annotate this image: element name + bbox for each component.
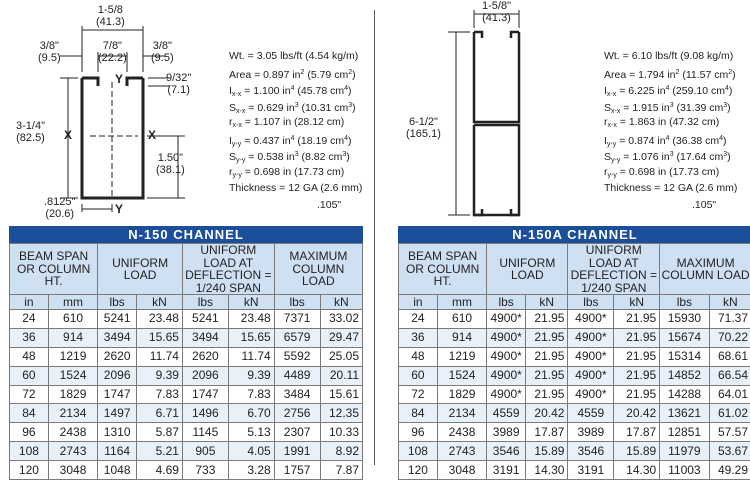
- table-cell: 21.95: [526, 310, 568, 329]
- table-cell: 10.33: [320, 423, 362, 442]
- unit-kn: kN: [137, 295, 183, 310]
- prop-ryy: $r_{y-y} = 0.698$ in (17.73 cm): [229, 164, 362, 181]
- table-cell: 4900*: [487, 328, 526, 347]
- table-cell: 3989: [487, 423, 526, 442]
- header-uniform: UNIFORM LOAD: [98, 244, 183, 295]
- table-cell: 4900*: [568, 310, 614, 329]
- table-cell: 21.95: [614, 328, 660, 347]
- prop-area: Area = 1.794 $in^2$ (11.57 $cm^2$): [604, 65, 737, 82]
- unit-in: in: [10, 295, 49, 310]
- header-deflection: UNIFORM LOAD AT DEFLECTION = 1/240 SPAN: [182, 244, 274, 295]
- table-cell: 48: [399, 347, 438, 366]
- table-cell: 1829: [437, 385, 486, 404]
- table-row: [10, 366, 363, 385]
- table-row: [10, 328, 363, 347]
- table-cell: 11.74: [137, 347, 183, 366]
- table-cell: 21.95: [614, 385, 660, 404]
- n150-table-title: N-150 CHANNEL: [9, 226, 363, 243]
- table-cell: 2743: [437, 442, 486, 461]
- table-cell: 6.71: [137, 404, 183, 423]
- n150a-table-title: N-150A CHANNEL: [398, 226, 750, 243]
- prop-syy: $S_{y-y} = 1.076$ $in^3$ (17.64 $cm^3$): [604, 147, 737, 164]
- table-cell: 4559: [568, 404, 614, 423]
- table-row: [399, 328, 750, 347]
- table-cell: 15.61: [320, 385, 362, 404]
- table-cell: 61.02: [709, 404, 750, 423]
- unit-in: in: [399, 295, 438, 310]
- table-row: [399, 442, 750, 461]
- table-cell: 8.92: [320, 442, 362, 461]
- table-cell: 2438: [437, 423, 486, 442]
- table-cell: 9.39: [228, 366, 274, 385]
- table-cell: 60: [10, 366, 49, 385]
- table-cell: 610: [48, 310, 97, 329]
- n150-table: [9, 243, 363, 480]
- table-row: [10, 347, 363, 366]
- table-cell: 5592: [274, 347, 320, 366]
- table-cell: 2756: [274, 404, 320, 423]
- prop-ixx: $I_{x-x} = 6.225$ $in^4$ (259.10 $cm^4$): [604, 81, 737, 98]
- table-cell: 733: [182, 461, 228, 480]
- table-row: [10, 310, 363, 329]
- unit-mm: mm: [437, 295, 486, 310]
- table-cell: 7.83: [137, 385, 183, 404]
- dim-height: 6-1/2" (165.1): [406, 116, 441, 140]
- table-row: [399, 366, 750, 385]
- table-cell: 2307: [274, 423, 320, 442]
- table-cell: 15.89: [526, 442, 568, 461]
- unit-lbs: lbs: [274, 295, 320, 310]
- prop-weight: Wt. = 3.05 lbs/ft (4.54 kg/m): [229, 48, 362, 65]
- unit-kn: kN: [228, 295, 274, 310]
- table-row: [10, 385, 363, 404]
- table-cell: 4900*: [568, 366, 614, 385]
- dim-lip-right: 3/8" (9.5): [151, 40, 174, 64]
- table-cell: 1747: [182, 385, 228, 404]
- prop-thickness: Thickness = 12 GA (2.6 mm): [604, 180, 737, 197]
- table-cell: 9.39: [137, 366, 183, 385]
- n150a-panel: [378, 0, 750, 470]
- table-cell: 1991: [274, 442, 320, 461]
- dim-base: .8125" (20.6): [44, 196, 75, 220]
- table-cell: 2134: [48, 404, 97, 423]
- table-cell: 1145: [182, 423, 228, 442]
- unit-mm: mm: [48, 295, 97, 310]
- prop-ixx: $I_{x-x} = 1.100$ $in^4$ (45.78 $cm^4$): [229, 81, 362, 98]
- table-cell: 2438: [48, 423, 97, 442]
- table-cell: 108: [399, 442, 438, 461]
- table-cell: 84: [399, 404, 438, 423]
- table-cell: 4489: [274, 366, 320, 385]
- table-cell: 71.37: [709, 310, 750, 329]
- prop-rxx: $r_{x-x} = 1.107$ in (28.12 cm): [229, 114, 362, 131]
- table-cell: 2096: [98, 366, 137, 385]
- table-cell: 905: [182, 442, 228, 461]
- n150a-load-table: [398, 226, 750, 480]
- unit-lbs: lbs: [487, 295, 526, 310]
- table-cell: 2620: [98, 347, 137, 366]
- table-cell: 4900*: [487, 385, 526, 404]
- prop-thickness-in: .105": [229, 197, 362, 214]
- table-cell: 914: [437, 328, 486, 347]
- dim-centroid: 1.50" (38.1): [156, 152, 185, 176]
- table-cell: 15674: [660, 328, 709, 347]
- prop-syy: $S_{y-y} = 0.538$ $in^3$ (8.82 $cm^3$): [229, 147, 362, 164]
- table-cell: 1219: [48, 347, 97, 366]
- table-cell: 3048: [48, 461, 97, 480]
- table-cell: 120: [399, 461, 438, 480]
- table-cell: 17.87: [614, 423, 660, 442]
- header-max-column: MAXIMUM COLUMN LOAD: [274, 244, 362, 295]
- table-cell: 1524: [48, 366, 97, 385]
- table-cell: 36: [399, 328, 438, 347]
- table-cell: 4900*: [487, 310, 526, 329]
- unit-lbs: lbs: [568, 295, 614, 310]
- table-cell: 25.05: [320, 347, 362, 366]
- table-cell: 3484: [274, 385, 320, 404]
- table-cell: 5241: [98, 310, 137, 329]
- dim-width-top: 1-5/8 (41.3): [96, 4, 125, 28]
- table-cell: 48: [10, 347, 49, 366]
- table-cell: 21.95: [526, 347, 568, 366]
- prop-weight: Wt. = 6.10 lbs/ft (9.08 kg/m): [604, 48, 737, 65]
- table-cell: 6.70: [228, 404, 274, 423]
- prop-sxx: $S_{x-x} = 0.629$ $in^3$ (10.31 $cm^3$): [229, 98, 362, 115]
- table-cell: 12851: [660, 423, 709, 442]
- header-max-column: MAXIMUM COLUMN LOAD: [660, 244, 750, 295]
- prop-thickness: Thickness = 12 GA (2.6 mm): [229, 180, 362, 197]
- table-cell: 1164: [98, 442, 137, 461]
- table-row: [399, 385, 750, 404]
- header-span: BEAM SPAN OR COLUMN HT.: [399, 244, 487, 295]
- table-cell: 11003: [660, 461, 709, 480]
- header-deflection: UNIFORM LOAD AT DEFLECTION = 1/240 SPAN: [568, 244, 660, 295]
- table-row: [399, 423, 750, 442]
- table-cell: 4900*: [568, 385, 614, 404]
- table-cell: 72: [399, 385, 438, 404]
- table-cell: 2743: [48, 442, 97, 461]
- table-cell: 21.95: [614, 366, 660, 385]
- n150-panel: [0, 0, 372, 470]
- table-cell: 15314: [660, 347, 709, 366]
- table-cell: 23.48: [137, 310, 183, 329]
- prop-thickness-in: .105": [604, 197, 737, 214]
- dim-lip-left: 3/8" (9.5): [38, 40, 61, 64]
- table-cell: 1048: [98, 461, 137, 480]
- table-cell: 7.87: [320, 461, 362, 480]
- table-cell: 914: [48, 328, 97, 347]
- table-cell: 1829: [48, 385, 97, 404]
- table-cell: 4900*: [568, 328, 614, 347]
- table-cell: 72: [10, 385, 49, 404]
- table-row: [10, 404, 363, 423]
- table-cell: 4559: [487, 404, 526, 423]
- table-cell: 3494: [98, 328, 137, 347]
- prop-iyy: $I_{y-y} = 0.874$ $in^4$ (36.38 $cm^4$): [604, 131, 737, 148]
- panel-divider: [374, 10, 375, 465]
- table-cell: 7371: [274, 310, 320, 329]
- table-cell: 4900*: [487, 366, 526, 385]
- table-cell: 4.69: [137, 461, 183, 480]
- prop-iyy: $I_{y-y} = 0.437$ $in^4$ (18.19 $cm^4$): [229, 131, 362, 148]
- dim-width-top: 1-5/8" (41.3): [482, 0, 511, 24]
- table-cell: 20.42: [526, 404, 568, 423]
- prop-ryy: $r_{y-y} = 0.698$ in (17.73 cm): [604, 164, 737, 181]
- axis-x-right: X: [148, 128, 156, 142]
- table-cell: 29.47: [320, 328, 362, 347]
- dim-lip-depth: 9/32" (7.1): [166, 72, 191, 96]
- table-cell: 33.02: [320, 310, 362, 329]
- table-row: [399, 347, 750, 366]
- table-cell: 15930: [660, 310, 709, 329]
- table-cell: 3048: [437, 461, 486, 480]
- table-cell: 610: [437, 310, 486, 329]
- unit-lbs: lbs: [182, 295, 228, 310]
- dim-height: 3-1/4" (82.5): [16, 120, 45, 144]
- table-cell: 4900*: [487, 347, 526, 366]
- table-cell: 3546: [568, 442, 614, 461]
- table-cell: 15.65: [228, 328, 274, 347]
- table-cell: 24: [10, 310, 49, 329]
- table-cell: 20.42: [614, 404, 660, 423]
- table-cell: 2096: [182, 366, 228, 385]
- header-span: BEAM SPAN OR COLUMN HT.: [10, 244, 98, 295]
- dim-slot: 7/8" (22.2): [98, 40, 127, 64]
- table-cell: 5.13: [228, 423, 274, 442]
- table-cell: 7.83: [228, 385, 274, 404]
- table-row: [399, 310, 750, 329]
- unit-lbs: lbs: [98, 295, 137, 310]
- axis-x-left: X: [64, 128, 72, 142]
- table-cell: 60: [399, 366, 438, 385]
- table-cell: 13621: [660, 404, 709, 423]
- prop-area: Area = 0.897 $in^2$ (5.79 $cm^2$): [229, 65, 362, 82]
- unit-kn: kN: [526, 295, 568, 310]
- table-cell: 96: [399, 423, 438, 442]
- table-cell: 84: [10, 404, 49, 423]
- table-cell: 1497: [98, 404, 137, 423]
- n150a-table-body: [399, 310, 750, 480]
- unit-lbs: lbs: [660, 295, 709, 310]
- table-cell: 21.95: [526, 385, 568, 404]
- table-cell: 11979: [660, 442, 709, 461]
- table-cell: 2134: [437, 404, 486, 423]
- table-cell: 1757: [274, 461, 320, 480]
- table-cell: 3.28: [228, 461, 274, 480]
- table-row: [10, 461, 363, 480]
- n150a-table: [398, 243, 750, 480]
- n150-table-body: [10, 310, 363, 480]
- table-cell: 68.61: [709, 347, 750, 366]
- prop-sxx: $S_{x-x} = 1.915$ $in^3$ (31.39 $cm^3$): [604, 98, 737, 115]
- n150-section-properties: [229, 48, 362, 213]
- prop-rxx: $r_{x-x} = 1.863$ in (47.32 cm): [604, 114, 737, 131]
- table-cell: 12.35: [320, 404, 362, 423]
- table-cell: 3546: [487, 442, 526, 461]
- table-cell: 4.05: [228, 442, 274, 461]
- n150a-section-properties: [604, 48, 737, 213]
- table-cell: 14288: [660, 385, 709, 404]
- table-cell: 2620: [182, 347, 228, 366]
- unit-kn: kN: [320, 295, 362, 310]
- table-cell: 1219: [437, 347, 486, 366]
- table-row: [399, 404, 750, 423]
- table-cell: 1747: [98, 385, 137, 404]
- table-cell: 24: [399, 310, 438, 329]
- table-cell: 49.29: [709, 461, 750, 480]
- table-cell: 70.22: [709, 328, 750, 347]
- axis-y-bottom: Y: [115, 202, 123, 216]
- table-row: [399, 461, 750, 480]
- table-cell: 3191: [568, 461, 614, 480]
- table-cell: 120: [10, 461, 49, 480]
- table-cell: 14.30: [526, 461, 568, 480]
- table-cell: 6579: [274, 328, 320, 347]
- table-cell: 66.54: [709, 366, 750, 385]
- table-cell: 1310: [98, 423, 137, 442]
- table-cell: 64.01: [709, 385, 750, 404]
- table-cell: 23.48: [228, 310, 274, 329]
- unit-kn: kN: [614, 295, 660, 310]
- table-cell: 14852: [660, 366, 709, 385]
- table-cell: 96: [10, 423, 49, 442]
- table-cell: 21.95: [526, 328, 568, 347]
- table-cell: 36: [10, 328, 49, 347]
- table-cell: 1496: [182, 404, 228, 423]
- table-row: [10, 442, 363, 461]
- table-cell: 11.74: [228, 347, 274, 366]
- table-cell: 21.95: [526, 366, 568, 385]
- table-row: [10, 423, 363, 442]
- table-cell: 15.89: [614, 442, 660, 461]
- table-cell: 17.87: [526, 423, 568, 442]
- n150-load-table: [9, 226, 363, 480]
- table-cell: 14.30: [614, 461, 660, 480]
- axis-y-top: Y: [115, 72, 123, 86]
- table-cell: 57.57: [709, 423, 750, 442]
- table-cell: 108: [10, 442, 49, 461]
- table-cell: 15.65: [137, 328, 183, 347]
- table-cell: 3494: [182, 328, 228, 347]
- table-cell: 5.21: [137, 442, 183, 461]
- table-cell: 5241: [182, 310, 228, 329]
- table-cell: 53.67: [709, 442, 750, 461]
- unit-kn: kN: [709, 295, 750, 310]
- table-cell: 5.87: [137, 423, 183, 442]
- header-uniform: UNIFORM LOAD: [487, 244, 568, 295]
- table-cell: 20.11: [320, 366, 362, 385]
- table-cell: 21.95: [614, 347, 660, 366]
- table-cell: 3989: [568, 423, 614, 442]
- table-cell: 1524: [437, 366, 486, 385]
- table-cell: 3191: [487, 461, 526, 480]
- table-cell: 21.95: [614, 310, 660, 329]
- table-cell: 4900*: [568, 347, 614, 366]
